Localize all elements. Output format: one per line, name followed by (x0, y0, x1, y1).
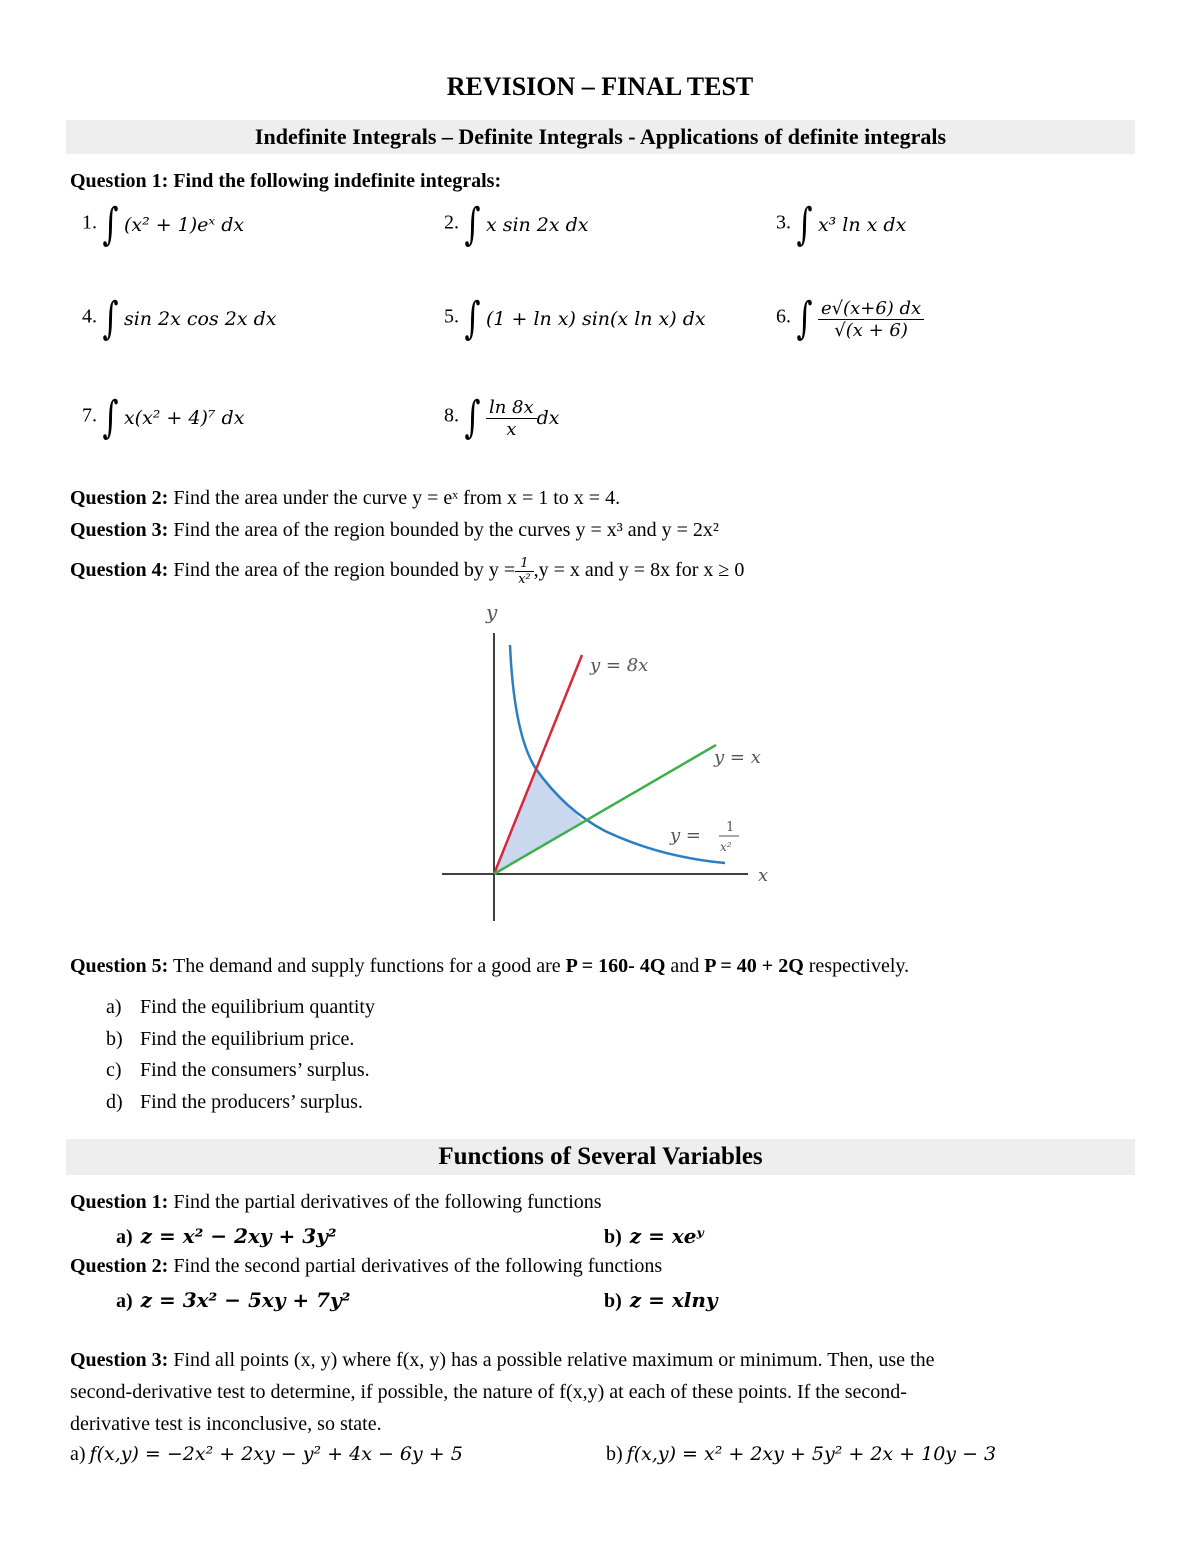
section-heading-several-variables: Functions of Several Variables (66, 1139, 1135, 1175)
integral-sign-icon: ∫ (464, 392, 481, 443)
integral-sign-icon: ∫ (102, 199, 119, 250)
integral-item-6: 6. ∫ $\frac{e√(x+6) dx}{√(x + 6)}$ (776, 297, 924, 341)
sv-q1-b: b) z = xeʸ (604, 1224, 704, 1248)
label-inverse-den: x² (720, 840, 732, 854)
sv-q2-b: b) z = xlny (604, 1288, 718, 1312)
shaded-region (494, 769, 582, 874)
label-8x: y = 8x (590, 655, 649, 676)
integral-item-2: 2. ∫ x sin 2x dx (444, 199, 589, 250)
integral-sign-icon: ∫ (796, 199, 813, 250)
region-graph (430, 595, 790, 925)
sv-question-1: Question 1: Find the partial derivatives of the following functions (70, 1191, 602, 1213)
list-item: c) Find the consumers’ surplus. (106, 1059, 370, 1081)
question-label: Question 1: (70, 170, 169, 192)
sv-question-3-line2: second-derivative test to determine, if possible, the nature of f(x,y) at each of these points. If the second- (70, 1381, 907, 1403)
sv-q3-a: a) f(x,y) = −2x² + 2xy − y² + 4x − 6y + 5 (70, 1443, 463, 1465)
integral-sign-icon: ∫ (464, 293, 481, 344)
question-3: Question 3: Find the area of the region bounded by the curves y = x³ and y = 2x² (70, 519, 719, 541)
label-inverse-num: 1 (726, 820, 735, 835)
integral-item-4: 4. ∫ sin 2x cos 2x dx (82, 293, 277, 344)
section-heading-integrals: Indefinite Integrals – Definite Integrals - Applications of definite integrals (66, 120, 1135, 154)
list-item: d) Find the producers’ surplus. (106, 1091, 363, 1113)
sv-q2-a: a) z = 3x² − 5xy + 7y² (116, 1288, 351, 1312)
sv-question-3-line1: Question 3: Find all points (x, y) where f(x, y) has a possible relative maximum or minimum. Then, use the (70, 1349, 935, 1371)
page-title: REVISION – FINAL TEST (446, 72, 754, 101)
fraction: $\frac{1}{\text{x²}}$ (515, 556, 534, 587)
integral-sign-icon: ∫ (796, 293, 813, 344)
list-item: b) Find the equilibrium price. (106, 1028, 355, 1050)
integral-sign-icon: ∫ (464, 199, 481, 250)
integral-sign-icon: ∫ (102, 392, 119, 443)
question-text: Find the following indefinite integrals: (173, 170, 502, 192)
question-4: Question 4: Find the area of the region bounded by y = $\frac{1}{\text{x²}}$ ,y = x and y = 8x for x ≥ 0 (70, 556, 745, 587)
list-item: a) Find the equilibrium quantity (106, 996, 375, 1018)
sv-q3-b: b) f(x,y) = x² + 2xy + 5y² + 2x + 10y − 3 (606, 1443, 997, 1465)
integral-item-5: 5. ∫ (1 + ln x) sin(x ln x) dx (444, 293, 706, 344)
question-1 (70, 170, 501, 193)
integral-item-7: 7. ∫ x(x² + 4)⁷ dx (82, 392, 245, 443)
integral-item-8: 8. ∫ $\frac{\ln 8x}{x}$ dx (444, 392, 560, 443)
integral-sign-icon: ∫ (102, 293, 119, 344)
y-axis-label: y (486, 600, 498, 624)
integral-item-3: 3. ∫ x³ ln x dx (776, 199, 907, 250)
label-x: y = x (714, 747, 761, 768)
fraction: $\frac{\ln 8x}{x}$ (486, 397, 537, 440)
sv-q1-a: a) z = x² − 2xy + 3y² (116, 1224, 337, 1248)
x-axis-label: x (758, 865, 769, 886)
question-2: Question 2: Find the area under the curve y = eˣ from x = 1 to x = 4. (70, 487, 621, 509)
sv-question-2: Question 2: Find the second partial derivatives of the following functions (70, 1255, 663, 1277)
question-5: Question 5: The demand and supply functions for a good are P = 160- 4Q and P = 40 + 2Q respectively. (70, 955, 910, 977)
sv-question-3-line3: derivative test is inconclusive, so state. (70, 1413, 382, 1435)
label-inverse: y = (670, 825, 701, 846)
integral-item-1: 1. ∫ (x² + 1)eˣ dx (82, 199, 245, 250)
fraction: $\frac{e√(x+6) dx}{√(x + 6)}$ (818, 298, 924, 341)
